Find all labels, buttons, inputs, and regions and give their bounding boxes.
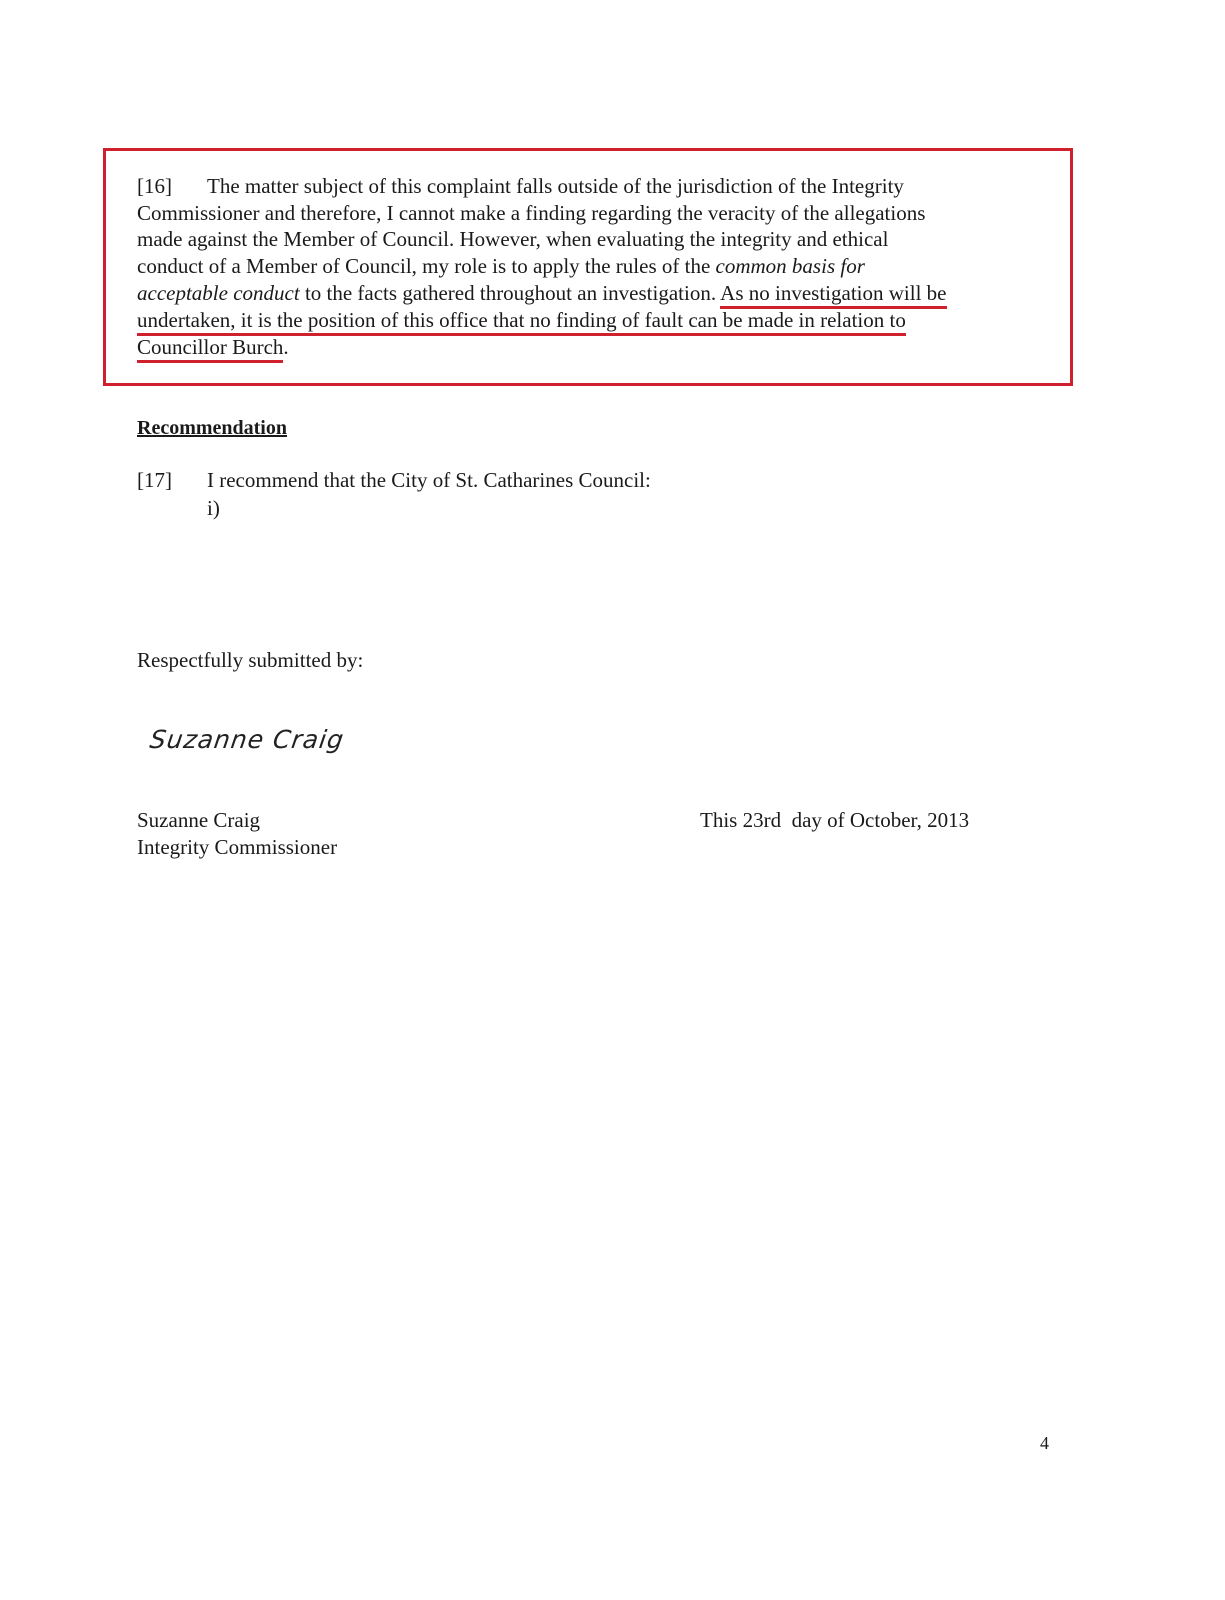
paragraph-line — [137, 254, 865, 278]
signoff-date: This 23rd day of October, 2013 — [700, 808, 970, 832]
underlined-text: Councillor Burch — [137, 335, 283, 363]
italic-text: acceptable conduct — [137, 281, 300, 305]
recommendation-heading: Recommendation — [137, 417, 287, 439]
line-text: . — [283, 335, 289, 359]
submitted-by: Respectfully submitted by: — [137, 648, 364, 672]
paragraph-line — [137, 308, 906, 332]
paragraph-line: Commissioner and therefore, I cannot make a finding regarding the veracity of the allegations — [137, 201, 926, 225]
paragraph-line: made against the Member of Council. However, when evaluating the integrity and ethical — [137, 227, 889, 251]
line-text: to the facts gathered throughout an investigation. — [299, 281, 721, 305]
paragraph-line — [137, 281, 947, 305]
signature: Suzanne Craig — [148, 725, 347, 754]
underlined-text: undertaken, it is the position of this office that no finding of fault can be made in relation to — [137, 308, 906, 336]
paragraph-line: The matter subject of this complaint falls outside of the jurisdiction of the Integrity — [207, 174, 904, 198]
page-number: 4 — [1040, 1433, 1049, 1453]
line-text: conduct of a Member of Council, my role is to apply the rules of the — [137, 254, 716, 278]
signer-name: Suzanne Craig — [137, 808, 261, 832]
paragraph-number: [17] — [137, 468, 172, 492]
recommendation-item: i) — [207, 496, 220, 520]
italic-text: common basis for — [715, 254, 865, 278]
paragraph-number: [16] — [137, 174, 172, 198]
recommendation-text: I recommend that the City of St. Catharines Council: — [207, 468, 651, 492]
signer-title: Integrity Commissioner — [137, 835, 338, 859]
underlined-text: As no investigation will be — [720, 281, 946, 309]
paragraph-line — [137, 335, 289, 359]
